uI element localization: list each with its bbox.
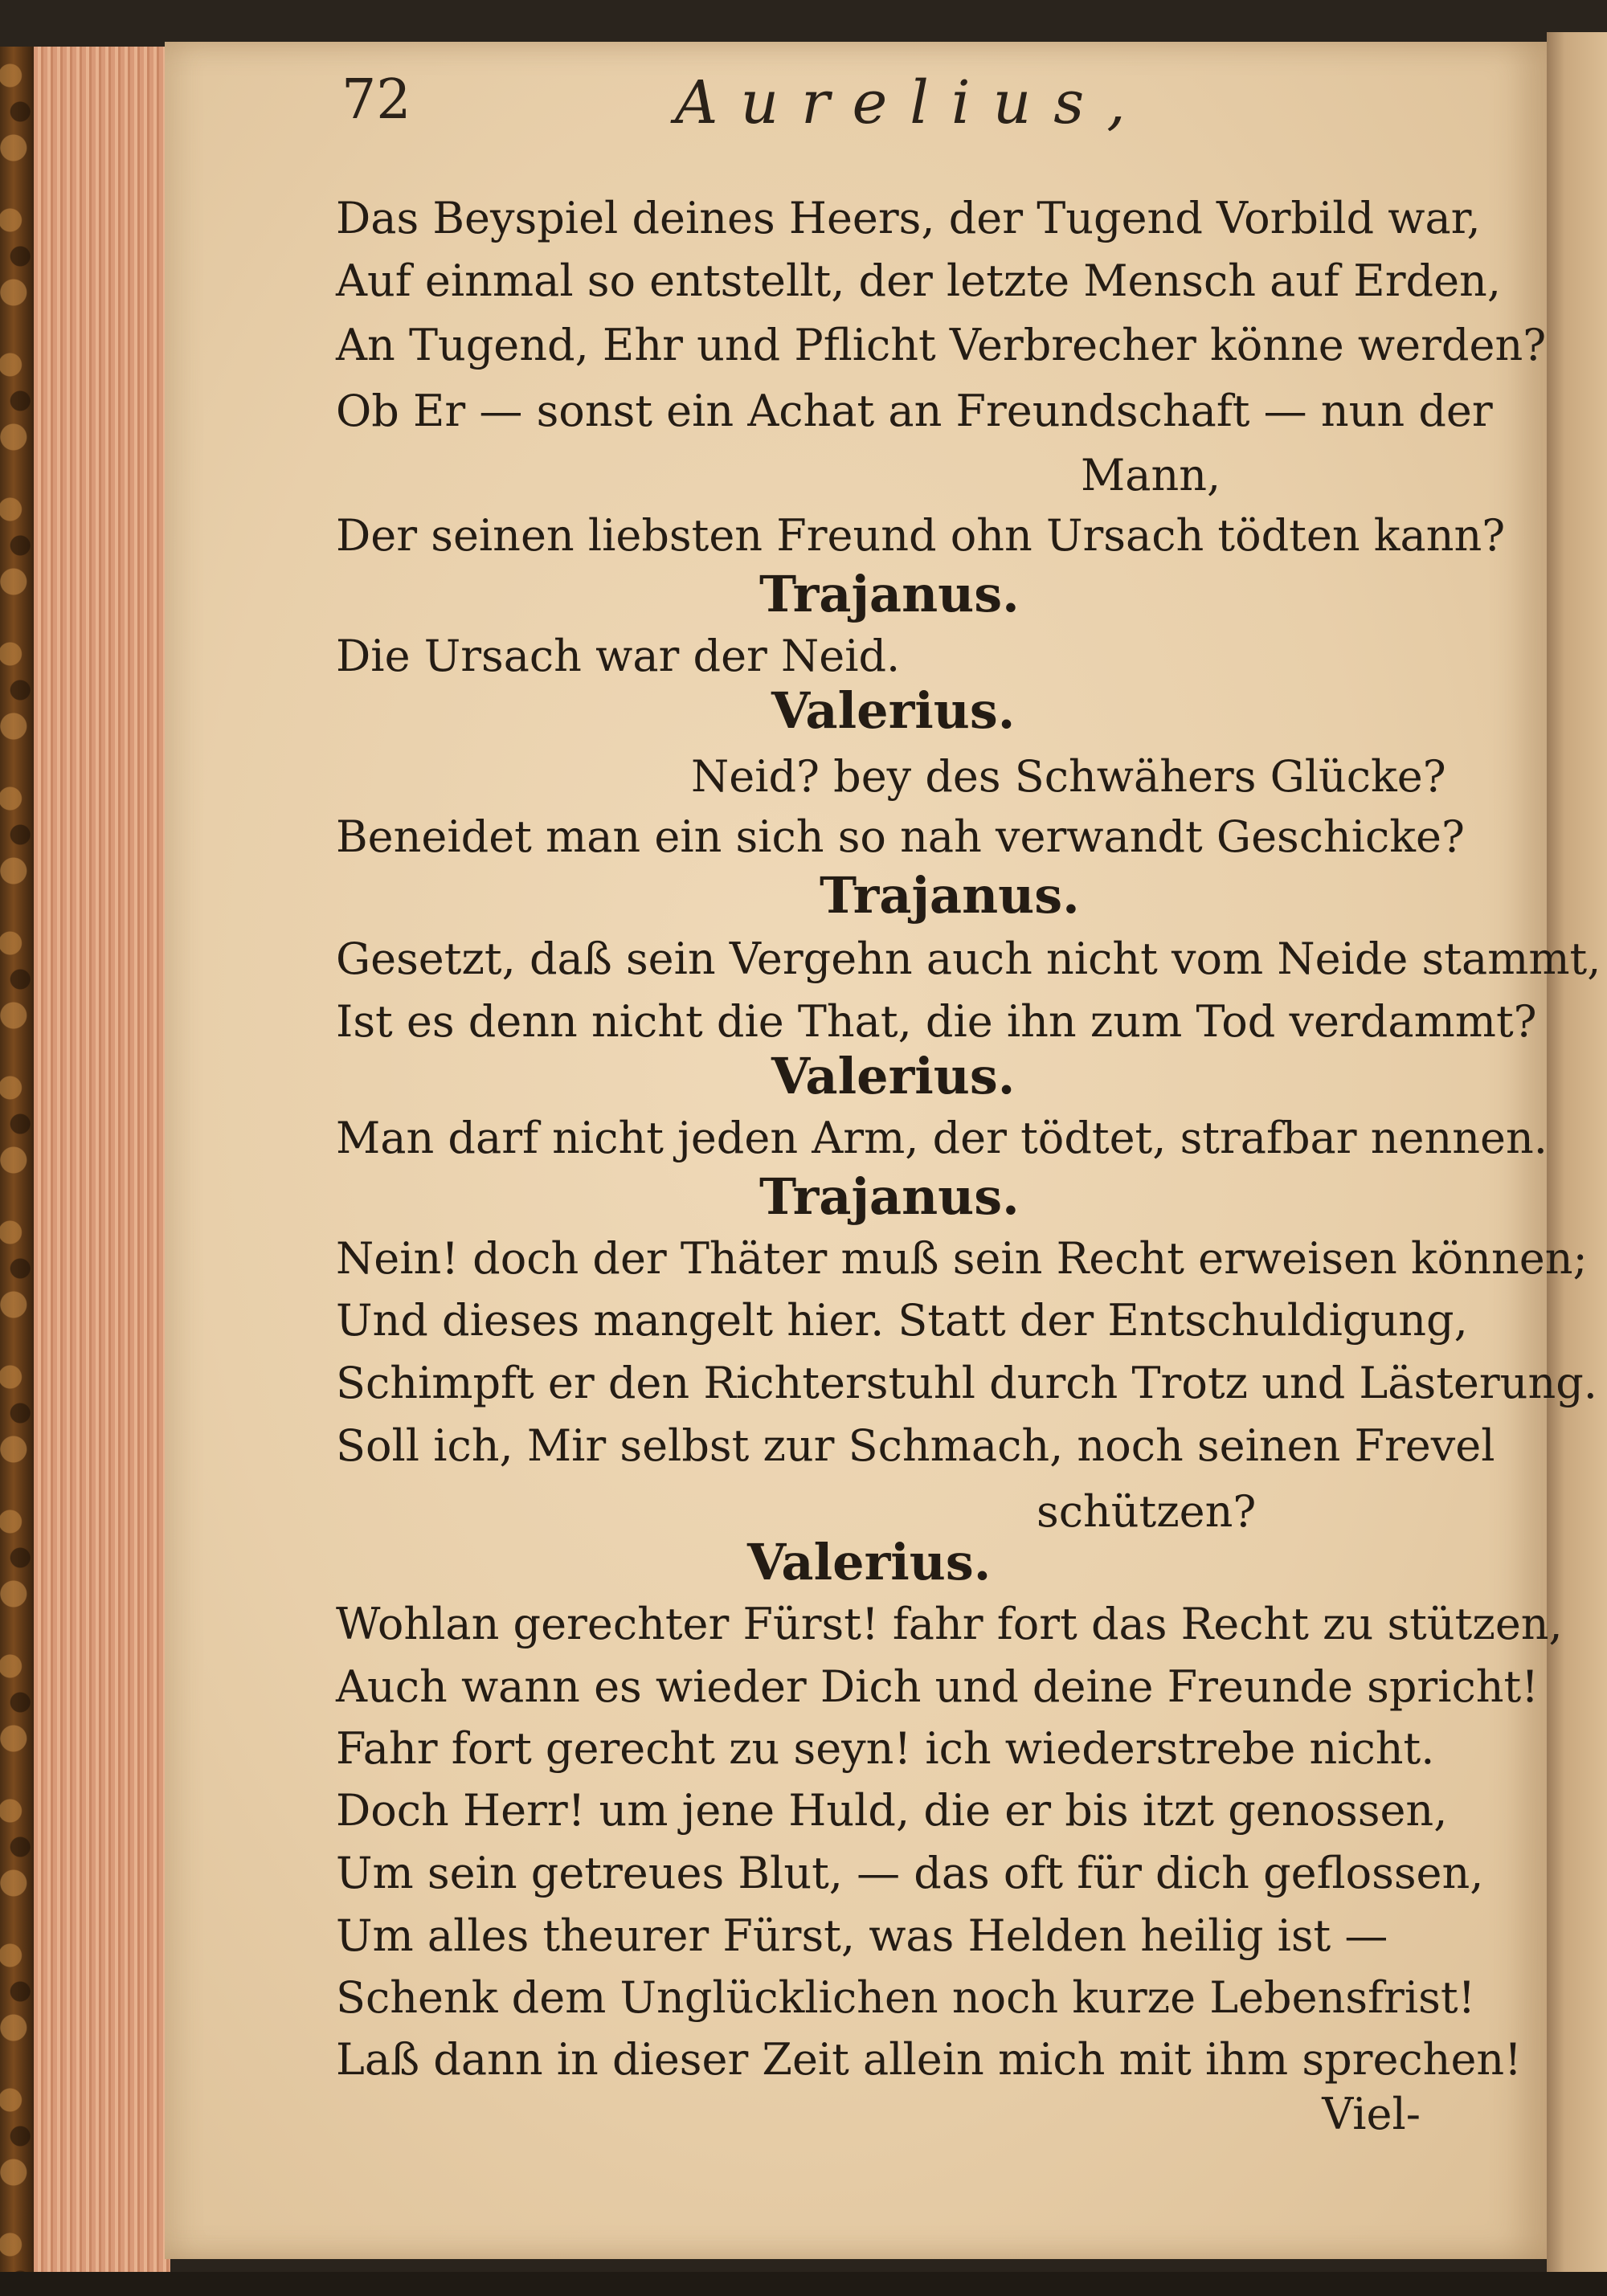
speaker-name: Trajanus. [759, 565, 1020, 623]
verse-line: Um alles theurer Fürst, was Helden heilig ist — [336, 1910, 1388, 1961]
catchword: Viel- [1322, 2089, 1421, 2139]
verse-line: Auch wann es wieder Dich und deine Freunde spricht! [336, 1661, 1539, 1712]
page-number: 72 [341, 68, 411, 132]
verse-line: Auf einmal so entstellt, der letzte Mensch auf Erden, [336, 255, 1501, 306]
speaker-name: Valerius. [771, 1047, 1016, 1105]
verse-line: Wohlan gerechter Fürst! fahr fort das Recht zu stützen, [336, 1599, 1563, 1649]
speaker-name: Valerius. [747, 1533, 992, 1591]
page-edges [34, 47, 170, 2272]
verse-line: Schenk dem Unglücklichen noch kurze Lebensfrist! [336, 1972, 1476, 2023]
speaker-name: Trajanus. [820, 866, 1080, 925]
running-title: Aurelius, [675, 68, 1148, 137]
verse-line: Fahr fort gerecht zu seyn! ich wiederstrebe nicht. [336, 1723, 1435, 1774]
bottom-shadow [0, 2272, 1607, 2296]
verse-line: Schimpft er den Richterstuhl durch Trotz und Lästerung. [336, 1358, 1597, 1408]
verse-line: Das Beyspiel deines Heers, der Tugend Vorbild war, [336, 193, 1481, 243]
verse-line: Man darf nicht jeden Arm, der tödtet, strafbar nennen. [336, 1113, 1548, 1163]
verse-line: Die Ursach war der Neid. [336, 631, 901, 681]
verse-line: Doch Herr! um jene Huld, die er bis itzt genossen, [336, 1785, 1448, 1836]
verse-line: Der seinen liebsten Freund ohn Ursach tödten kann? [336, 510, 1506, 561]
verse-line: Ist es denn nicht die That, die ihn zum Tod verdammt? [336, 996, 1537, 1047]
verse-line: Gesetzt, daß sein Vergehn auch nicht vom Neide stammt, [336, 934, 1601, 984]
verse-line: Neid? bey des Schwähers Glücke? [691, 751, 1446, 802]
verse-line: Und dieses mangelt hier. Statt der Entschuldigung, [336, 1295, 1468, 1346]
verse-line: An Tugend, Ehr und Pflicht Verbrecher könne werden? [336, 320, 1547, 370]
verse-line: Laß dann in dieser Zeit allein mich mit ihm sprechen! [336, 2034, 1522, 2085]
verse-line: Um sein getreues Blut, — das oft für dich geflossen, [336, 1848, 1484, 1898]
speaker-name: Valerius. [771, 681, 1016, 740]
verse-line-continuation: schützen? [1037, 1486, 1257, 1537]
verse-line-continuation: Mann, [1081, 450, 1221, 500]
verse-line: Nein! doch der Thäter muß sein Recht erweisen können; [336, 1233, 1588, 1284]
facing-page-edge [1547, 32, 1607, 2282]
verse-line: Beneidet man ein sich so nah verwandt Geschicke? [336, 811, 1465, 862]
speaker-name: Trajanus. [759, 1167, 1020, 1226]
verse-line: Ob Er — sonst ein Achat an Freundschaft — nun der [336, 386, 1493, 436]
verse-line: Soll ich, Mir selbst zur Schmach, noch seinen Frevel [336, 1420, 1495, 1471]
marbled-cover-pattern [0, 47, 34, 2272]
